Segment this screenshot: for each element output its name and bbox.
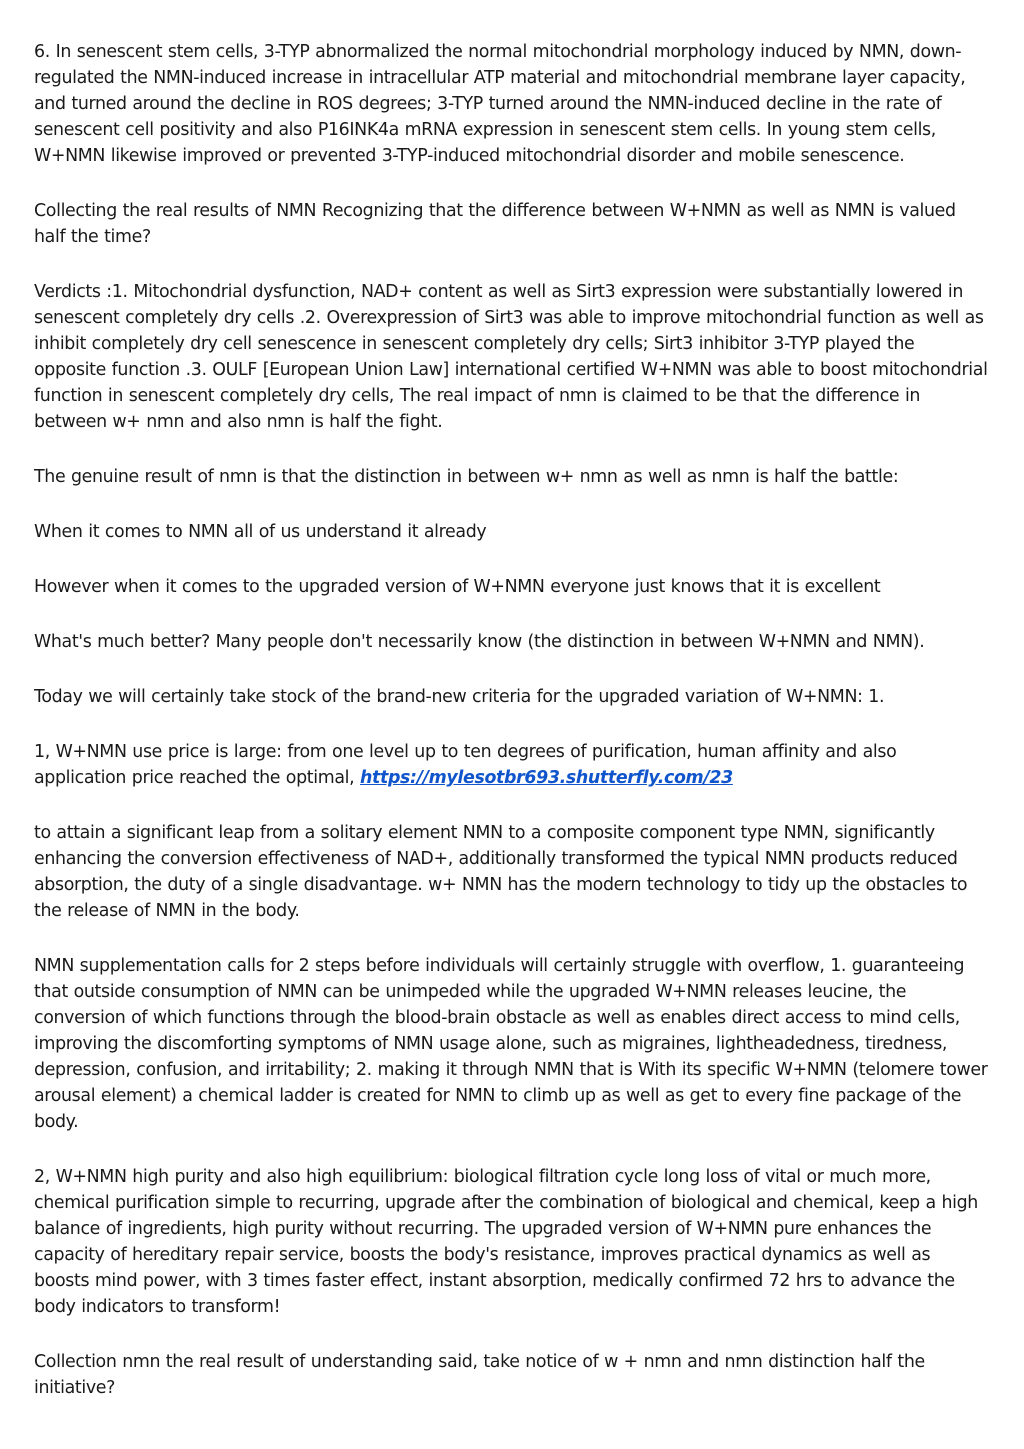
paragraph-1: 6. In senescent stem cells, 3-TYP abnormalized the normal mitochondrial morphology induced by NMN, down-regulated the NMN-induced increase in intracellular ATP material and mitochondrial membrane layer capacity, and turned around the decline in ROS degrees; 3-TYP turned around the NMN-induced decline in the rate of senescent cell positivity and also P16INK4a mRNA expression in senescent stem cells. In young stem cells, W+NMN likewise improved or prevented 3-TYP-induced mitochondrial disorder and mobile senescence. xyxy=(34,42,966,166)
shutterfly-link[interactable]: https://mylesotbr693.shutterfly.com/23 xyxy=(359,768,733,788)
paragraph-12: 2, W+NMN high purity and also high equilibrium: biological filtration cycle long loss of vital or much more, chemical purification simple to recurring, upgrade after the combination of biological and chemical, keep a high balance of ingredients, high purity without recurring. The upgraded version of W+NMN pure enhances the capacity of hereditary repair service, boosts the body's resistance, improves practical dynamics as well as boosts mind power, with 3 times faster effect, instant absorption, medically confirmed 72 hrs to advance the body indicators to transform! xyxy=(34,1167,978,1317)
paragraph-5: When it comes to NMN all of us understand it already xyxy=(34,522,487,542)
paragraph-11: NMN supplementation calls for 2 steps before individuals will certainly struggle with overflow, 1. guaranteeing that outside consumption of NMN can be unimpeded while the upgraded W+NMN releases leucine, the conversion of which functions through the blood-brain obstacle as well as enables direct access to mind cells, improving the discomforting symptoms of NMN usage alone, such as migraines, lightheadedness, tiredness, depression, confusion, and irritability; 2. making it through NMN that is With its specific W+NMN (telomere tower arousal element) a chemical ladder is created for NMN to climb up as well as get to every fine package of the body. xyxy=(34,956,988,1132)
paragraph-3: Verdicts :1. Mitochondrial dysfunction, NAD+ content as well as Sirt3 expression were substantially lowered in senescent completely dry cells .2. Overexpression of Sirt3 was able to improve mitochondrial function as well as inhibit completely dry cell senescence in senescent completely dry cells; Sirt3 inhibitor 3-TYP played the opposite function .3. OULF [European Union Law] international certified W+NMN was able to boost mitochondrial function in senescent completely dry cells, The real impact of nmn is claimed to be that the difference in between w+ nmn and also nmn is half the fight. xyxy=(34,282,988,432)
paragraph-9 xyxy=(34,739,990,791)
paragraph-4: The genuine result of nmn is that the distinction in between w+ nmn as well as nmn is half the battle: xyxy=(34,467,899,487)
paragraph-6: However when it comes to the upgraded version of W+NMN everyone just knows that it is excellent xyxy=(34,577,881,597)
paragraph-13: Collection nmn the real result of understanding said, take notice of w + nmn and nmn distinction half the initiative? xyxy=(34,1352,925,1398)
paragraph-9-text: 1, W+NMN use price is large: from one level up to ten degrees of purification, human affinity and also application price reached the optimal, xyxy=(34,742,897,788)
paragraph-10: to attain a significant leap from a solitary element NMN to a composite component type NMN, significantly enhancing the conversion effectiveness of NAD+, additionally transformed the typical NMN products reduced absorption, the duty of a single disadvantage. w+ NMN has the modern technology to tidy up the obstacles to the release of NMN in the body. xyxy=(34,823,968,921)
paragraph-8: Today we will certainly take stock of the brand-new criteria for the upgraded variation of W+NMN: 1. xyxy=(34,687,885,707)
paragraph-2: Collecting the real results of NMN Recognizing that the difference between W+NMN as well as NMN is valued half the time? xyxy=(34,201,956,247)
paragraph-7: What's much better? Many people don't necessarily know (the distinction in between W+NMN and NMN). xyxy=(34,632,925,652)
